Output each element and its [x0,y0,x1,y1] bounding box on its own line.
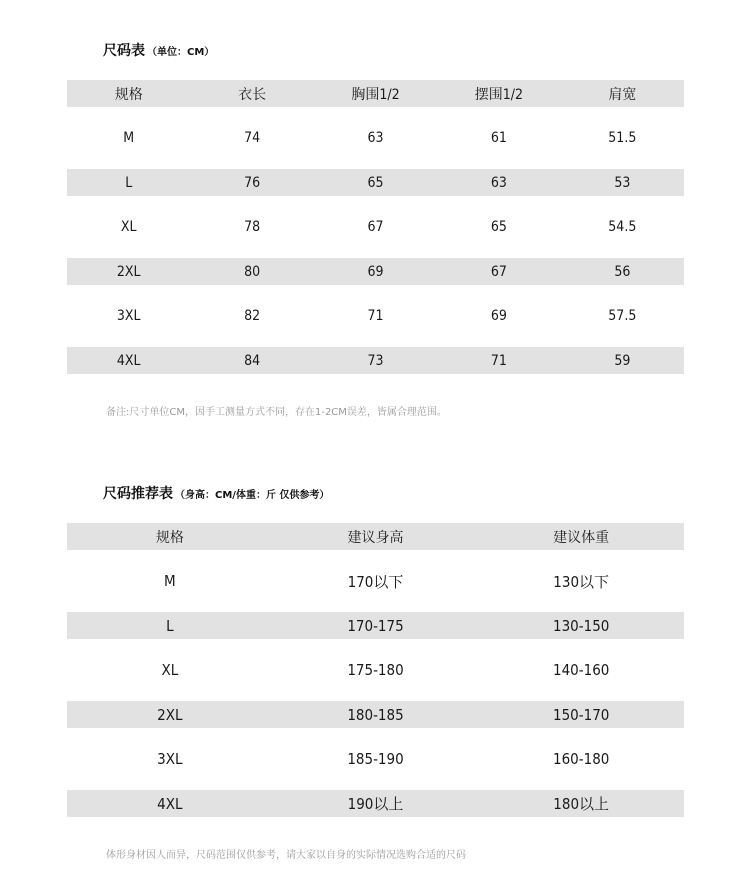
table-cell: 59 [614,352,631,369]
table-row [67,701,684,728]
table-row [67,790,684,817]
table-cell: 67 [490,263,507,280]
table-cell: XL [120,219,137,235]
table-cell: 185-190 [347,750,404,768]
recommend-table-title-text: 尺码推荐表 [103,486,173,502]
table-cell: 54.5 [608,219,637,235]
recommend-table-header [67,523,684,550]
table-cell: 170以下 [347,572,404,591]
header-cell: 衣长 [238,86,267,103]
table-cell: 4XL [116,352,141,369]
table-row [67,550,684,612]
header-cell: 建议身高 [347,529,404,546]
table-cell: 80 [244,263,261,280]
header-cell: 规格 [155,529,184,546]
table-cell: 190以上 [347,795,404,813]
size-table-subtitle: （单位：CM） [147,47,215,58]
table-cell: 56 [614,263,631,280]
size-table-note: 备注:尺寸单位CM，因手工测量方式不同，存在1-2CM误差，皆属合理范围。 [106,407,447,418]
table-cell: 67 [367,219,384,235]
table-cell: 74 [244,130,261,146]
table-cell: 160-180 [552,750,610,768]
header-cell: 胸围1/2 [351,86,400,103]
table-cell: 65 [367,174,384,191]
table-cell: 2XL [157,705,183,724]
table-cell: 51.5 [608,130,637,146]
size-table-header [67,80,684,107]
table-cell: 73 [367,352,384,369]
table-cell: 170-175 [347,616,404,635]
table-cell: 180以上 [553,795,610,813]
table-cell: 63 [367,130,384,146]
table-cell: 76 [244,174,261,191]
table-cell: L [125,174,133,191]
table-cell: 150-170 [552,705,610,724]
header-cell: 摆围1/2 [474,86,524,103]
table-cell: 82 [244,308,261,324]
table-cell: 71 [490,352,507,369]
table-cell: 57.5 [608,308,637,324]
recommend-table [67,523,684,817]
table-cell: 84 [244,352,261,369]
table-cell: M [123,130,135,146]
header-cell: 建议体重 [553,529,610,546]
table-cell: 180-185 [347,705,404,724]
table-cell: 69 [490,308,507,324]
table-row [67,639,684,701]
table-row [67,169,684,196]
table-cell: 63 [490,174,507,191]
table-row [67,728,684,790]
table-row [67,285,684,347]
recommend-table-note: 体形身材因人而异，尺码范围仅供参考，请大家以自身的实际情况选购合适的尺码 [106,850,466,861]
table-cell: 130-150 [552,616,610,635]
table-cell: 175-180 [347,661,404,679]
size-table-title-text: 尺码表 [103,43,145,59]
table-cell: 78 [244,219,261,235]
table-cell: L [166,616,174,635]
table-cell: 2XL [116,263,141,280]
table-row [67,258,684,285]
table-row [67,196,684,258]
table-row [67,347,684,374]
table-cell: XL [161,661,179,679]
table-cell: 53 [614,174,631,191]
table-cell: 71 [367,308,384,324]
table-cell: 3XL [157,750,183,768]
recommend-table-subtitle: （身高：CM/体重：斤 仅供参考） [175,490,330,501]
table-cell: 4XL [157,794,183,813]
table-row [67,612,684,639]
table-cell: 61 [490,130,507,146]
table-cell: 140-160 [552,661,610,679]
table-cell: 130以下 [553,572,610,591]
size-table [67,80,684,374]
table-cell: 3XL [116,308,141,324]
table-row [67,107,684,169]
table-cell: 69 [367,263,384,280]
header-cell: 规格 [114,86,143,103]
size-table-title [103,40,214,60]
table-cell: 65 [490,219,507,235]
table-cell: M [164,572,176,590]
header-cell: 肩宽 [608,86,637,103]
recommend-table-title [103,483,329,503]
